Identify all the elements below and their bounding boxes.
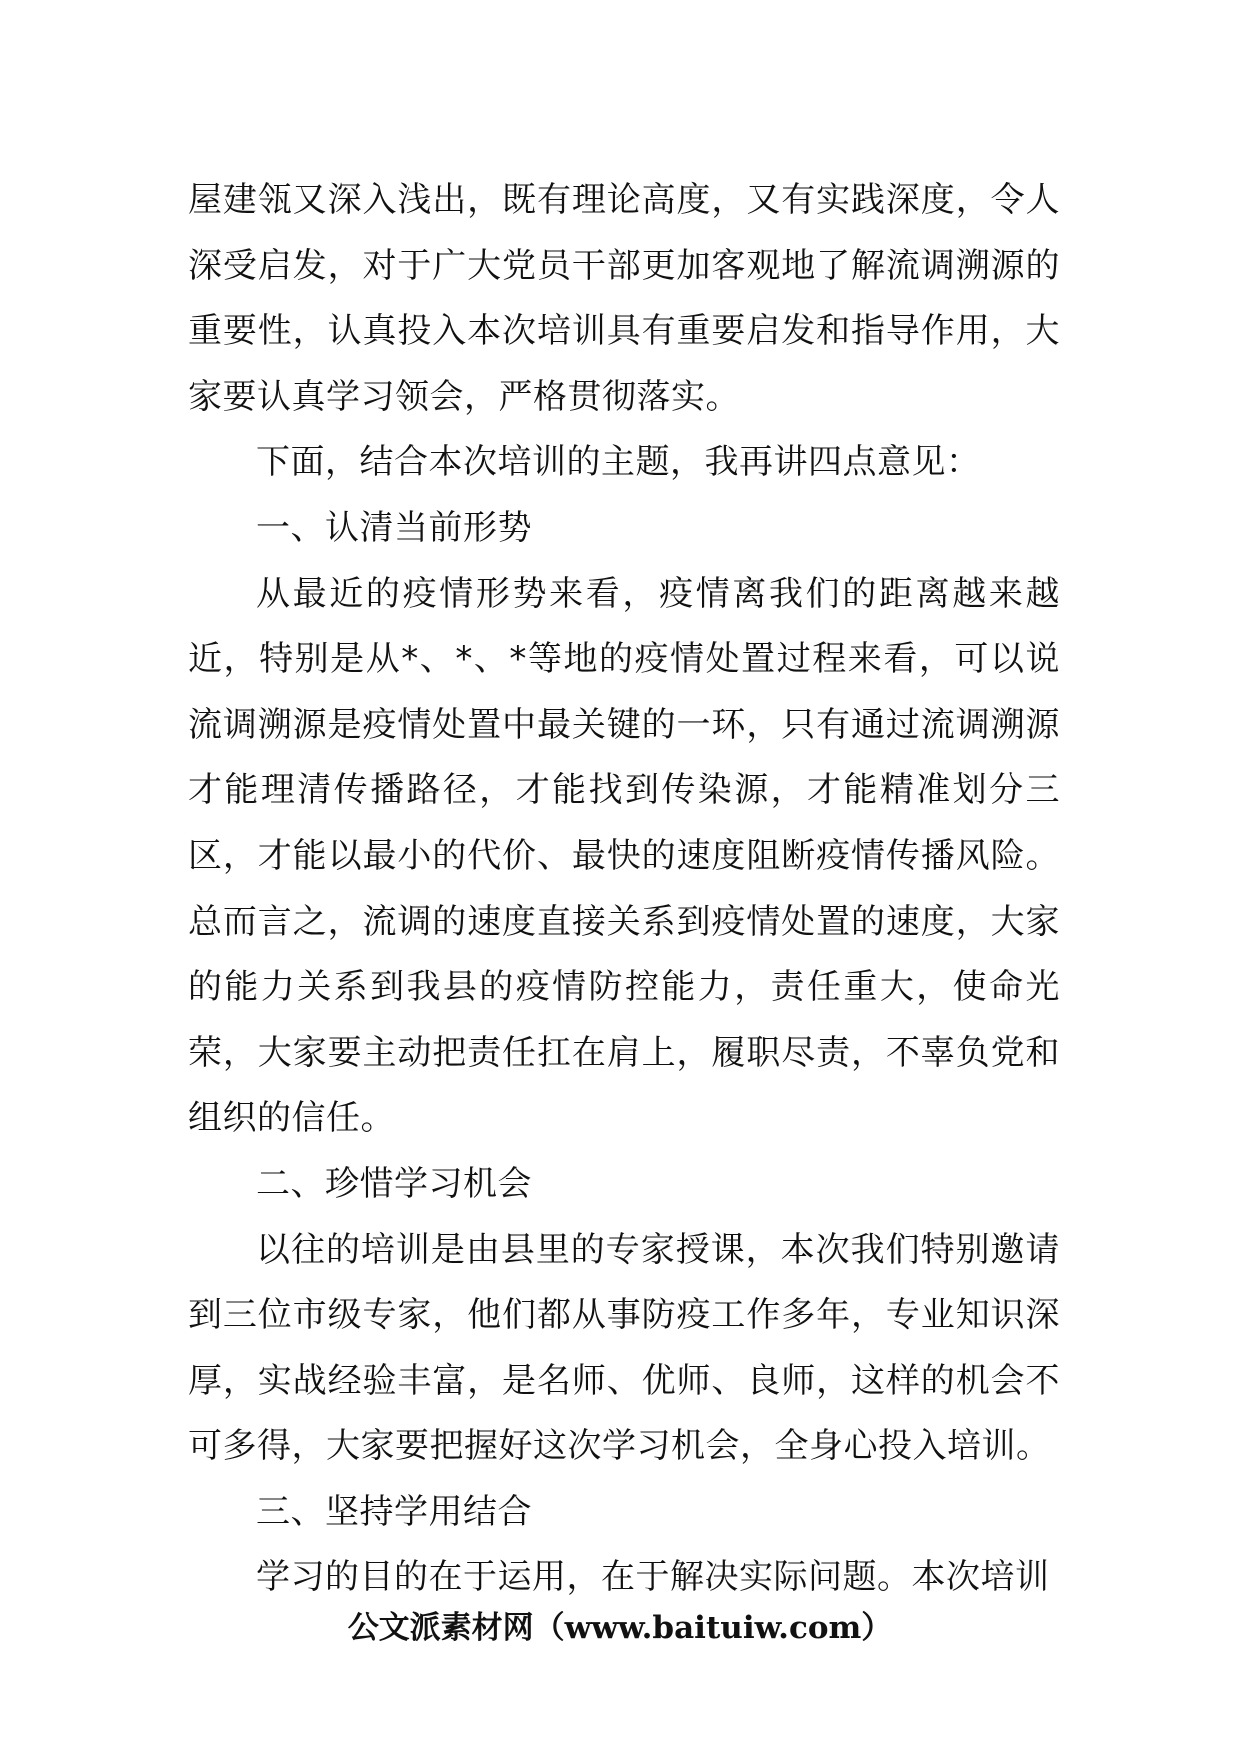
section-heading-1: 一、认清当前形势	[256, 507, 532, 548]
paragraph-application: 学习的目的在于运用，在于解决实际问题。本次培训	[256, 1557, 1050, 1598]
section-heading-3: 三、坚持学用结合	[256, 1491, 532, 1532]
footer-watermark-text: 公文派素材网（www.baituiw.com）	[347, 1610, 893, 1646]
paragraph-situation: 从最近的疫情形势来看，疫情离我们的距离越来越近，特别是从*、*、*等地的疫情处置过程来看，可以说流调溯源是疫情处置中最关键的一环，只有通过流调溯源才能理清传播路径，才能找到传染源，才能精准划分三区，才能以最小的代价、最快的速度阻断疫情传播风险。总而言之，流调的速度直接关系到疫情处置的速度，大家的能力关系到我县的疫情防控能力，责任重大，使命光荣，大家要主动把责任扛在肩上，履职尽责，不辜负党和组织的信任。	[188, 573, 1060, 1139]
paragraph-intro: 下面，结合本次培训的主题，我再讲四点意见：	[256, 442, 981, 483]
paragraph-opportunity: 以往的培训是由县里的专家授课，本次我们特别邀请到三位市级专家，他们都从事防疫工作多年，专业知识深厚，实战经验丰富，是名师、优师、良师，这样的机会不可多得，大家要把握好这次学习机会，全身心投入培训。	[188, 1229, 1060, 1467]
document-body	[188, 168, 1060, 1611]
paragraph-continuation: 屋建瓴又深入浅出，既有理论高度，又有实践深度，令人深受启发，对于广大党员干部更加客观地了解流调溯源的重要性，认真投入本次培训具有重要启发和指导作用，大家要认真学习领会，严格贯彻落实。	[188, 180, 1060, 417]
section-heading-2: 二、珍惜学习机会	[256, 1163, 532, 1204]
